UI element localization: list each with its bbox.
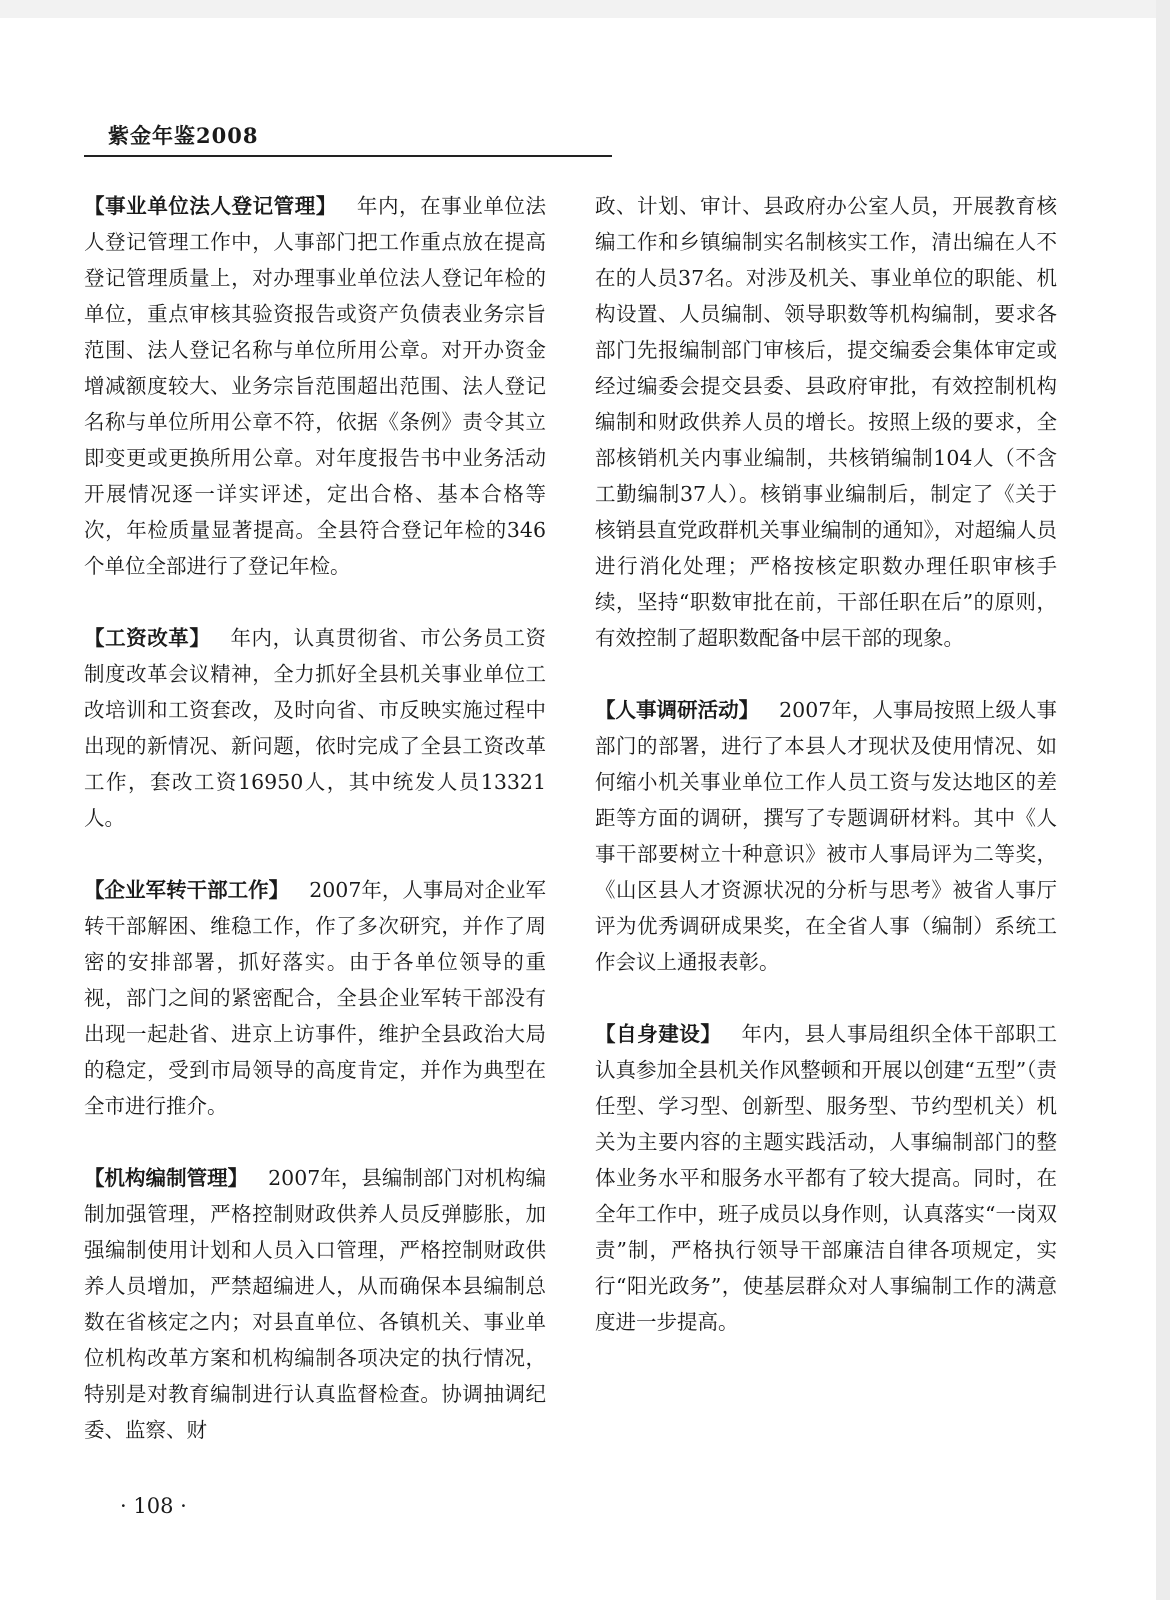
- section-body: 2007年，人事局按照上级人事部门的部署，进行了本县人才现状及使用情况、如何缩小机关事业单位工作人员工资与发达地区的差距等方面的调研，撰写了专题调研材料。其中《人事干部要树立十种意识》被市人事局评为二等奖，《山区县人才资源状况的分析与思考》被省人事厅评为优秀调研成果奖，在全省人事（编制）系统工作会议上通报表彰。: [595, 698, 1058, 974]
- right-column: [595, 188, 1057, 1376]
- section-heading: 【机构编制管理】: [84, 1166, 249, 1190]
- section-body: 年内，认真贯彻省、市公务员工资制度改革会议精神，全力抓好全县机关事业单位工改培训和工资套改，及时向省、市反映实施过程中出现的新情况、新问题，依时完成了全县工资改革工作，套改工资16950人，其中统发人员13321人。: [84, 626, 547, 830]
- section-heading: 【人事调研活动】: [595, 698, 760, 722]
- scan-margin-right: [1156, 0, 1170, 1600]
- section-body: 2007年，人事局对企业军转干部解困、维稳工作，作了多次研究，并作了周密的安排部署，抓好落实。由于各单位领导的重视，部门之间的紧密配合，全县企业军转干部没有出现一起赴省、进京上访事件，维护全县政治大局的稳定，受到市局领导的高度肯定，并作为典型在全市进行推介。: [84, 878, 547, 1118]
- continued-paragraph: [595, 188, 1057, 656]
- section-heading: 【工资改革】: [84, 626, 211, 650]
- page-number: · 108 ·: [120, 1494, 187, 1518]
- section-heading: 【自身建设】: [595, 1022, 722, 1046]
- section-paragraph: [84, 1160, 546, 1448]
- section-heading: 【企业军转干部工作】: [84, 878, 290, 902]
- section-heading: 【事业单位法人登记管理】: [84, 194, 337, 218]
- section-paragraph: [595, 692, 1057, 980]
- section-paragraph: [84, 872, 546, 1124]
- header-rule: [84, 155, 612, 157]
- section-body: 政、计划、审计、县政府办公室人员，开展教育核编工作和乡镇编制实名制核实工作，清出编在人不在的人员37名。对涉及机关、事业单位的职能、机构设置、人员编制、领导职数等机构编制，要求各部门先报编制部门审核后，提交编委会集体审定或经过编委会提交县委、县政府审批，有效控制机构编制和财政供养人员的增长。按照上级的要求，全部核销机关内事业编制，共核销编制104人（不含工勤编制37人）。核销事业编制后，制定了《关于核销县直党政群机关事业编制的通知》，对超编人员进行消化处理；严格按核定职数办理任职审核手续，坚持“职数审批在前，干部任职在后”的原则，有效控制了超职数配备中层干部的现象。: [595, 194, 1057, 650]
- section-paragraph: [84, 188, 546, 584]
- section-body: 年内，在事业单位法人登记管理工作中，人事部门把工作重点放在提高登记管理质量上，对办理事业单位法人登记年检的单位，重点审核其验资报告或资产负债表业务宗旨范围、法人登记名称与单位所用公章。对开办资金增减额度较大、业务宗旨范围超出范围、法人登记名称与单位所用公章不符，依据《条例》责令其立即变更或更换所用公章。对年度报告书中业务活动开展情况逐一详实评述，定出合格、基本合格等次，年检质量显著提高。全县符合登记年检的346个单位全部进行了登记年检。: [84, 194, 547, 578]
- section-body: 年内，县人事局组织全体干部职工认真参加全县机关作风整顿和开展以创建“五型”（责任型、学习型、创新型、服务型、节约型机关）机关为主要内容的主题实践活动，人事编制部门的整体业务水平和服务水平都有了较大提高。同时，在全年工作中，班子成员以身作则，认真落实“一岗双责”制，严格执行领导干部廉洁自律各项规定，实行“阳光政务”，使基层群众对人事编制工作的满意度进一步提高。: [595, 1022, 1058, 1334]
- left-column: [84, 188, 546, 1484]
- section-body: 2007年，县编制部门对机构编制加强管理，严格控制财政供养人员反弹膨胀，加强编制使用计划和人员入口管理，严格控制财政供养人员增加，严禁超编进人，从而确保本县编制总数在省核定之内；对县直单位、各镇机关、事业单位机构改革方案和机构编制各项决定的执行情况，特别是对教育编制进行认真监督检查。协调抽调纪委、监察、财: [84, 1166, 547, 1442]
- scan-margin-top: [0, 0, 1170, 18]
- section-paragraph: [595, 1016, 1057, 1340]
- running-title: 紫金年鉴2008: [108, 123, 259, 148]
- section-paragraph: [84, 620, 546, 836]
